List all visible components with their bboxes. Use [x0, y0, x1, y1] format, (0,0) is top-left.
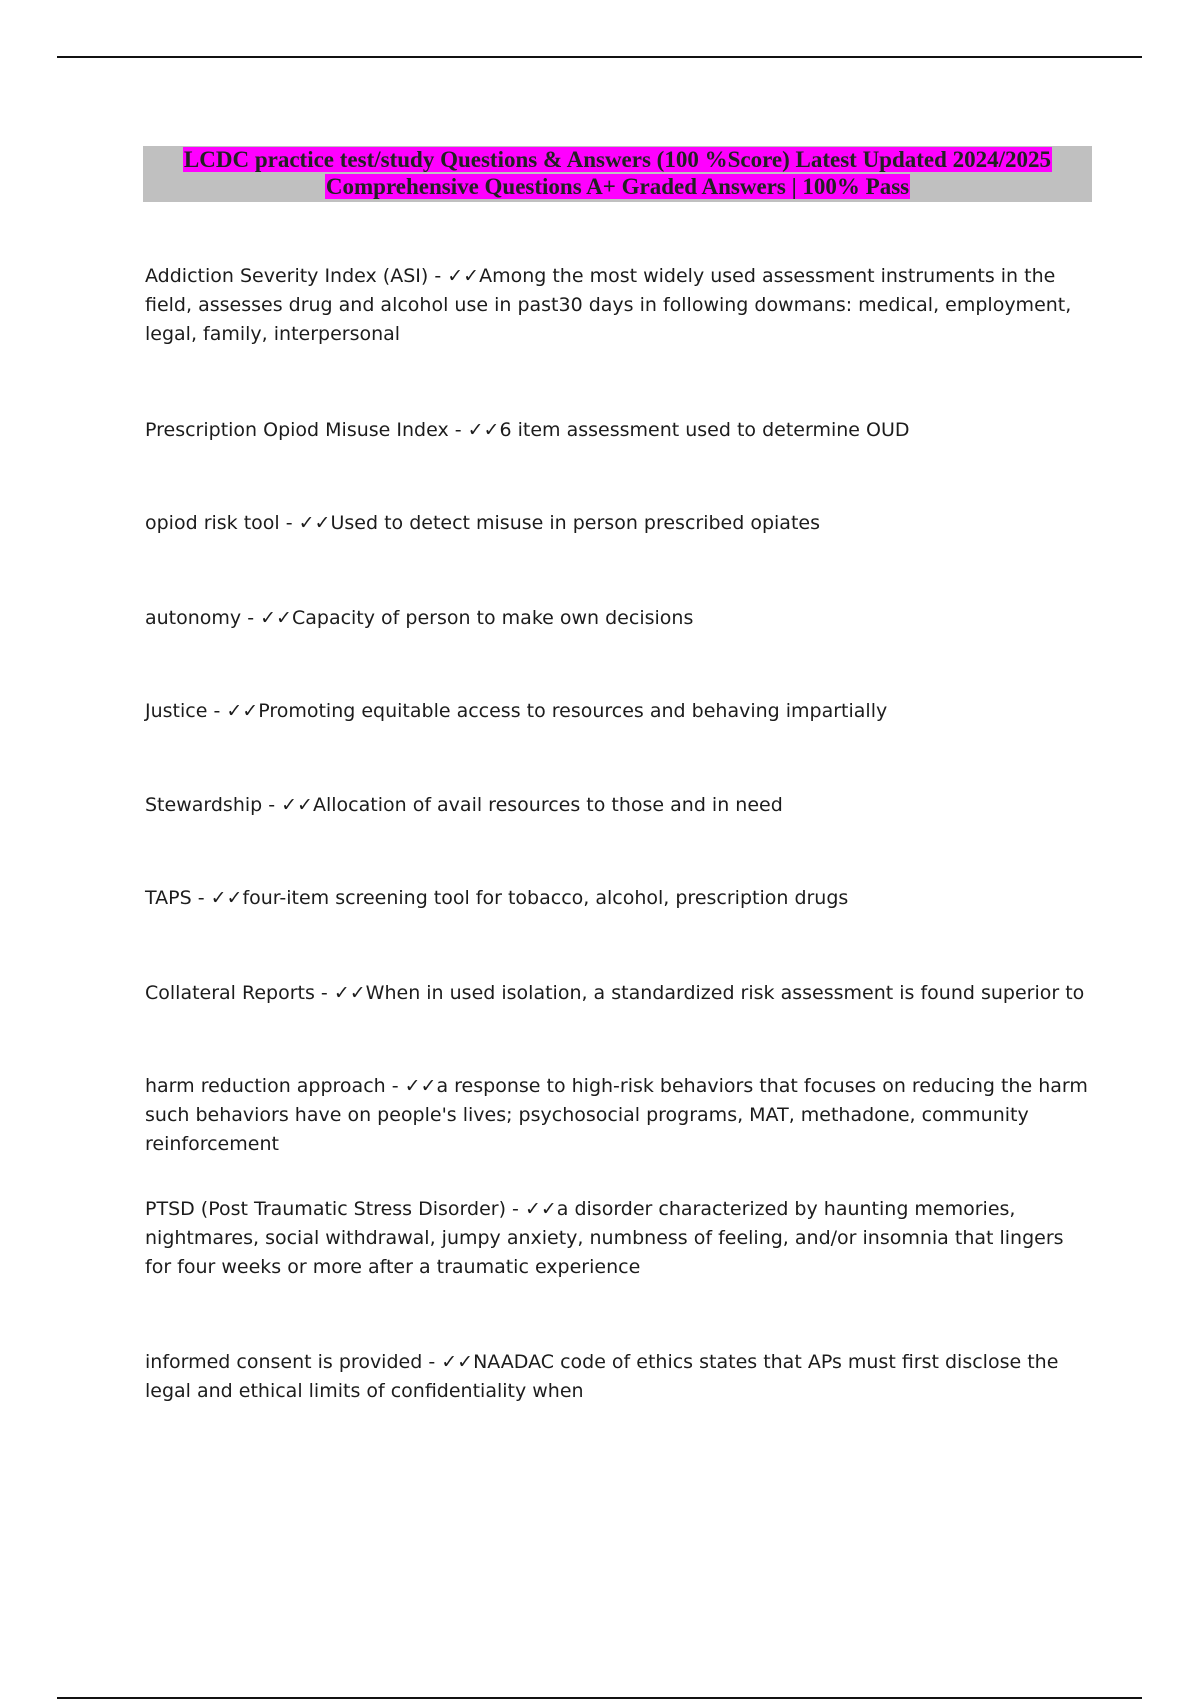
qa-term: Addiction Severity Index (ASI) [145, 265, 429, 287]
qa-item-ptsd [145, 1195, 1095, 1282]
double-check-icon: ✓✓ [447, 265, 480, 287]
qa-item-asi [145, 262, 1095, 349]
double-check-icon: ✓✓ [333, 982, 366, 1004]
qa-answer: When in used isolation, a standardized risk assessment is found superior to [365, 982, 1085, 1004]
qa-item-taps [145, 884, 1095, 913]
qa-item-opiod-risk-tool [145, 509, 1095, 538]
double-check-icon: ✓✓ [226, 700, 259, 722]
qa-answer: four-item screening tool for tobacco, alcohol, prescription drugs [242, 887, 849, 909]
title-line-1: LCDC practice test/study Questions & Answers (100 %Score) Latest Updated 2024/2025 [183, 147, 1052, 172]
qa-answer: Capacity of person to make own decisions [291, 607, 694, 629]
top-rule [57, 56, 1142, 58]
qa-term: PTSD (Post Traumatic Stress Disorder) [145, 1198, 506, 1220]
qa-answer: Among the most widely used assessment instruments in the field, assesses drug and alcohol use in past30 days in following dowmans: medical, employment, legal, family, interpersonal [145, 265, 1072, 345]
qa-term: opiod risk tool [145, 512, 280, 534]
qa-separator: - [506, 1198, 525, 1220]
qa-separator: - [279, 512, 299, 534]
qa-term: informed consent is provided [145, 1351, 423, 1373]
double-check-icon: ✓✓ [441, 1351, 474, 1373]
qa-separator: - [448, 419, 468, 441]
qa-term: Collateral Reports [145, 982, 315, 1004]
double-check-icon: ✓✓ [467, 419, 500, 441]
double-check-icon: ✓✓ [210, 887, 243, 909]
double-check-icon: ✓✓ [260, 607, 292, 629]
qa-item-stewardship [145, 791, 1095, 820]
qa-answer: Used to detect misuse in person prescribed opiates [330, 512, 820, 534]
double-check-icon: ✓✓ [281, 794, 313, 816]
qa-separator: - [262, 794, 282, 816]
qa-term: harm reduction approach [145, 1075, 386, 1097]
qa-answer: Allocation of avail resources to those and in need [312, 794, 783, 816]
qa-item-collateral-reports [145, 979, 1095, 1008]
title-line-2: Comprehensive Questions A+ Graded Answers | 100% Pass [325, 174, 910, 199]
qa-item-prescription-opiod-misuse-index [145, 416, 1095, 445]
qa-term: TAPS [145, 887, 192, 909]
qa-separator: - [314, 982, 334, 1004]
qa-answer: a disorder characterized by haunting memories, nightmares, social withdrawal, jumpy anxiety, numbness of feeling, and/or insomnia that lingers for four weeks or more after a traumatic experience [145, 1198, 1064, 1278]
qa-separator: - [207, 700, 227, 722]
qa-answer: a response to high-risk behaviors that focuses on reducing the harm such behaviors have on people's lives; psychosocial programs, MAT, methadone, community reinforcement [145, 1075, 1088, 1155]
document-title [143, 146, 1092, 202]
qa-separator: - [422, 1351, 442, 1373]
qa-answer: NAADAC code of ethics states that APs must first disclose the legal and ethical limits of confidentiality when [145, 1351, 1059, 1402]
qa-answer: Promoting equitable access to resources and behaving impartially [258, 700, 888, 722]
qa-separator: - [385, 1075, 405, 1097]
qa-separator: - [191, 887, 211, 909]
qa-answer: 6 item assessment used to determine OUD [499, 419, 910, 441]
qa-term: autonomy [145, 607, 242, 629]
qa-item-autonomy [145, 604, 1095, 633]
double-check-icon: ✓✓ [404, 1075, 437, 1097]
double-check-icon: ✓✓ [298, 512, 331, 534]
qa-term: Justice [145, 700, 208, 722]
qa-separator: - [428, 265, 448, 287]
bottom-rule [57, 1697, 1142, 1699]
double-check-icon: ✓✓ [524, 1198, 557, 1220]
qa-item-informed-consent [145, 1348, 1095, 1406]
qa-term: Stewardship [145, 794, 263, 816]
qa-item-justice [145, 697, 1095, 726]
qa-separator: - [241, 607, 261, 629]
qa-item-harm-reduction-approach [145, 1072, 1095, 1159]
qa-term: Prescription Opiod Misuse Index [145, 419, 449, 441]
